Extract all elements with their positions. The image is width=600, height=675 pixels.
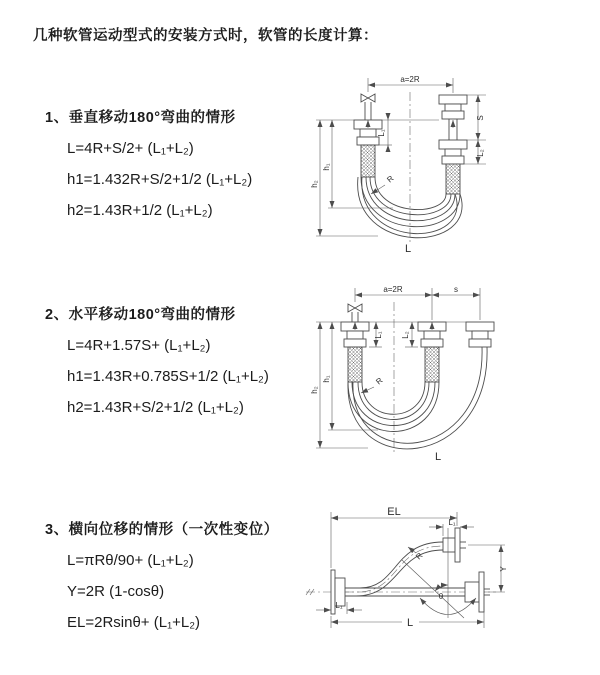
dim-label-h2: h₂ (310, 386, 319, 394)
formula-line: Y=2R (1-cosθ) (67, 583, 165, 600)
section-2 (45, 303, 269, 423)
dim-label-r: R (385, 173, 396, 185)
dim-label-l1: L₁ (377, 129, 386, 137)
section-2-formulas (45, 330, 269, 423)
formula-line: h2=1.43R+S/2+1/2 (L₁+L₂) (67, 399, 244, 416)
dim-label-h1: h₁ (322, 375, 331, 383)
dim-label-h2: h₂ (310, 180, 319, 188)
dim-label-l2: L₂ (476, 149, 485, 157)
dim-el (331, 506, 457, 568)
section-3-heading: 3、横向位移的情形（一次性变位） (45, 522, 279, 538)
dim-l1 (369, 322, 383, 347)
dim-a2r (355, 285, 432, 320)
section-3 (45, 518, 279, 638)
dim-label-l: L (406, 617, 414, 629)
dim-label-l: L (404, 243, 412, 255)
formula-line: h1=1.43R+0.785S+1/2 (L₁+L₂) (67, 368, 269, 385)
dim-label-y: Y (499, 566, 508, 572)
formula-line: L=πRθ/90+ (L₁+L₂) (67, 552, 194, 569)
datum-line (316, 120, 453, 128)
formula-line: EL=2Rsinθ+ (L₁+L₂) (67, 614, 201, 631)
dim-label-h1: h₁ (322, 163, 331, 171)
dim-label-l1-top: L₁ (448, 518, 456, 527)
formula-line: L=4R+1.57S+ (L₁+L₂) (67, 337, 211, 354)
section-1-heading: 1、垂直移动180°弯曲的情形 (45, 110, 236, 126)
page-title: 几种软管运动型式的安装方式时，软管的长度计算： (33, 28, 378, 44)
section-1-formulas (45, 133, 252, 226)
dim-label-l2: L₂ (401, 331, 410, 339)
radius-callout (361, 376, 385, 393)
section-1 (45, 106, 252, 226)
right-flange-displaced (443, 528, 466, 562)
dim-l1 (377, 113, 392, 152)
dim-label-r: R (374, 375, 385, 387)
section-3-formulas (45, 545, 279, 638)
right-hose-end-fitting (439, 95, 467, 194)
moved-hose-end-fitting (466, 322, 494, 347)
dim-l (331, 606, 484, 629)
diagram-vertical-180-bend (308, 72, 598, 262)
formula-line: h1=1.432R+S/2+1/2 (L₁+L₂) (67, 171, 253, 188)
dim-label-el: EL (387, 506, 401, 518)
angle-construction (402, 528, 476, 618)
hose-u-curves (348, 347, 487, 449)
dim-l1-top (429, 518, 474, 536)
dim-label-s: s (454, 285, 458, 294)
dim-label-theta: θ (438, 592, 444, 601)
dim-label-a2r: a=2R (383, 285, 403, 294)
dim-label-l: L (434, 451, 442, 463)
formula-line: h2=1.43R+1/2 (L₁+L₂) (67, 202, 213, 219)
dim-label-l1-bottom: L₁ (335, 601, 343, 610)
diagram-horizontal-180-bend (308, 282, 600, 467)
section-2-heading: 2、水平移动180°弯曲的情形 (45, 307, 236, 323)
dim-label-l1: L₁ (374, 331, 383, 339)
left-hose-end-fitting (354, 102, 382, 177)
dim-a2r (368, 75, 453, 93)
valve-icon (348, 304, 362, 312)
dim-l2 (401, 322, 418, 347)
dim-s (432, 285, 480, 320)
middle-hose-end-fitting (418, 322, 446, 382)
dim-l1-bottom (316, 601, 362, 614)
diagram-lateral-displacement (298, 498, 600, 653)
dim-label-a2r: a=2R (400, 75, 420, 84)
valve-icon (361, 94, 375, 102)
dim-label-r: R (414, 551, 425, 562)
dim-label-s: S (476, 115, 485, 121)
dim-s (467, 95, 486, 140)
formula-line: L=4R+S/2+ (L₁+L₂) (67, 140, 194, 157)
